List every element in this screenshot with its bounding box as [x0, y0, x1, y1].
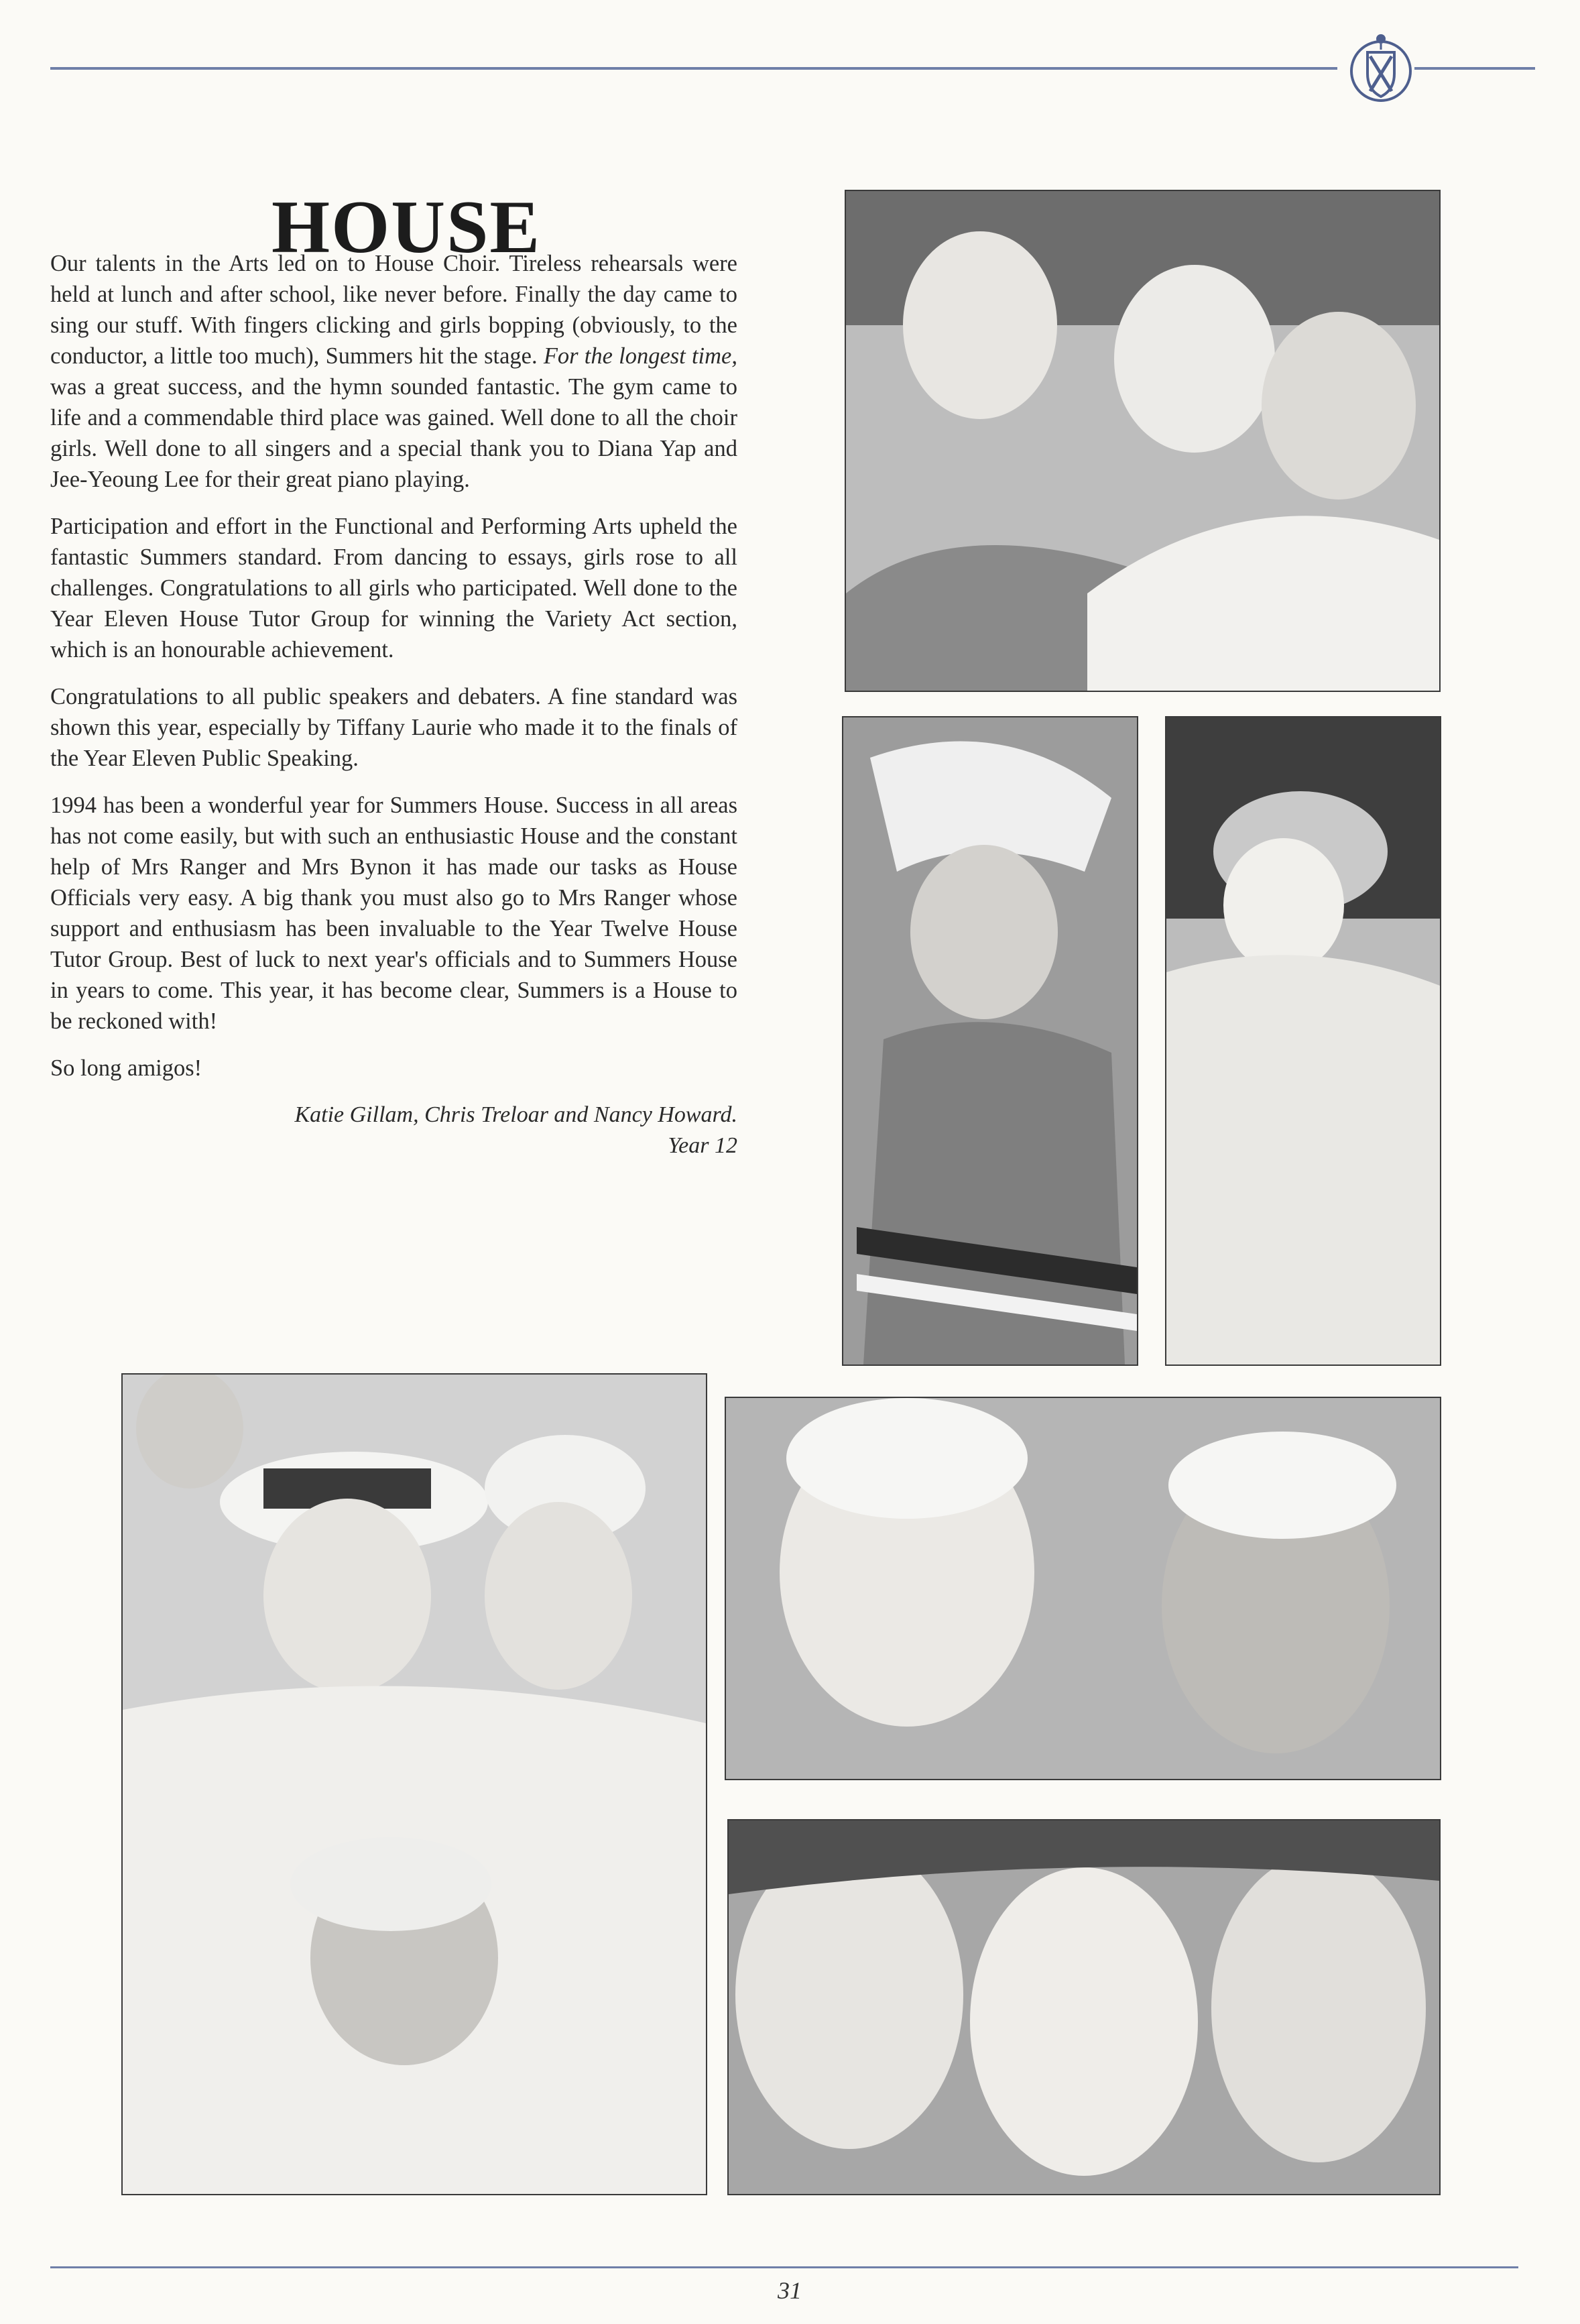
photo-two-girls-smiling [726, 1398, 1440, 1779]
photo-three-girls-outdoors [846, 191, 1439, 691]
photo-three-girls-closeup [729, 1820, 1439, 2194]
school-crest-icon [1347, 32, 1414, 106]
song-title: For the longest time, [543, 343, 737, 369]
paragraph-summary: 1994 has been a wonderful year for Summers House. Success in all areas has not come easily, but with such an enthusiastic House and the constant help of Mrs Ranger and Mrs Bynon it has made our tasks as House Officials very easy. A big thank you must also go to Mrs Ranger whose support and enthusiasm has been invaluable to the Year Twelve House Tutor Group. Best of luck to next year's officials and to Summers House in years to come. This year, it has become clear, Summers is a House to be reckoned with! [50, 793, 737, 1034]
article-body [50, 248, 737, 1161]
footer-rule [50, 2266, 1518, 2268]
author-credit: Katie Gillam, Chris Treloar and Nancy Howard. [294, 1102, 737, 1127]
header-rule-right [1414, 67, 1535, 70]
photo-girls-in-sun-hats [123, 1375, 706, 2194]
header-rule-left [50, 67, 1337, 70]
page-number: 31 [778, 2277, 802, 2304]
paragraph-performing-arts: Participation and effort in the Functional and Performing Arts upheld the fantastic Summers standard. From dancing to essays, girls rose to all challenges. Congratulations to all girls who participated. Well done to the Year Eleven House Tutor Group for winning the Variety Act section, which is an honourable achievement. [50, 514, 737, 662]
paragraph-choir [50, 248, 737, 495]
page-title: HOUSE [271, 186, 542, 270]
author-year: Year 12 [668, 1133, 737, 1158]
paragraph-public-speaking: Congratulations to all public speakers and debaters. A fine standard was shown this year, especially by Tiffany Laurie who made it to the finals of the Year Eleven Public Speaking. [50, 684, 737, 771]
paragraph-choir-text-a: Our talents in the Arts led on to House Choir. Tireless rehearsals were held at lunch and after school, like never before. Finally the day came to sing our stuff. With fingers clicking and girls bopping (obviously, to the conductor, a little too much), Summers hit the stage. [50, 251, 737, 369]
paragraph-farewell: So long amigos! [50, 1055, 202, 1081]
photo-clown-costume [1166, 717, 1440, 1364]
photo-girl-in-cap [843, 717, 1137, 1364]
paragraph-choir-text-b: was a great success, and the hymn sounded fantastic. The gym came to life and a commendable third place was gained. Well done to all the choir girls. Well done to all singers and a special thank you to Diana Yap and Jee-Yeoung Lee for their great piano playing. [50, 374, 737, 492]
